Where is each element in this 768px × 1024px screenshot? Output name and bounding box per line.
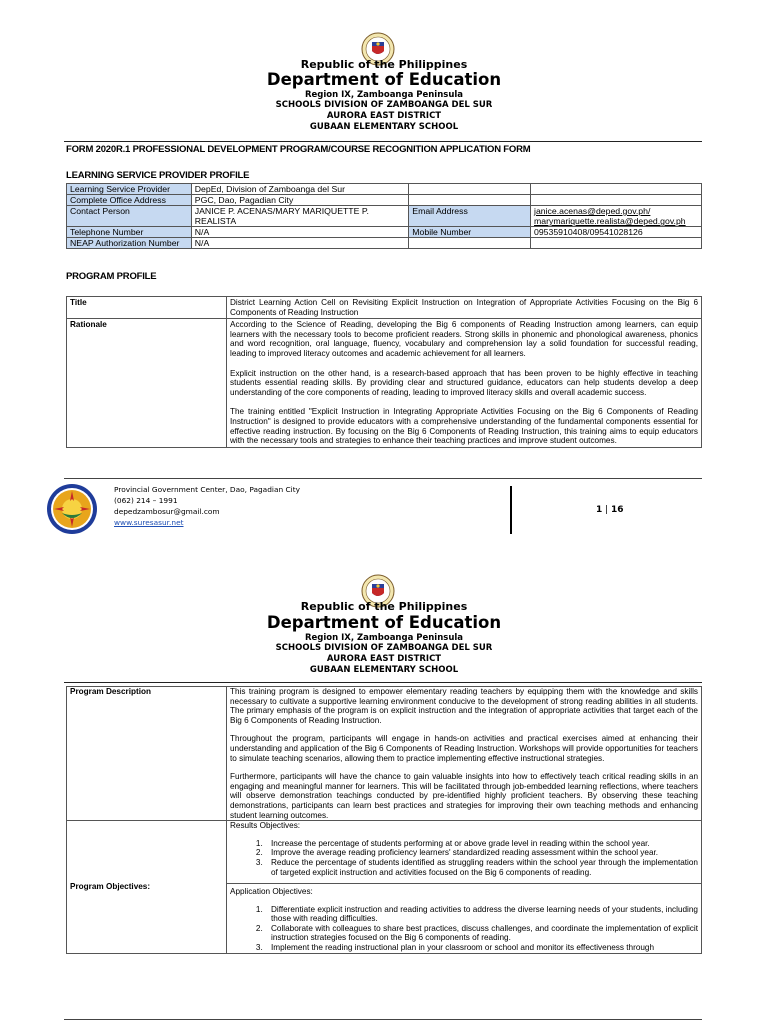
footer-phone: (062) 214 – 1991	[114, 496, 178, 505]
page-number	[596, 505, 624, 515]
table-row	[67, 238, 702, 249]
header-rule	[64, 682, 702, 683]
list-item: 1. Differentiate explicit instruction and reading activities to address the diverse learning needs of your students, including those with reading difficulties.	[265, 905, 698, 924]
rationale-label: Rationale	[67, 319, 227, 448]
title-value: District Learning Action Cell on Revisiting Explicit Instruction on Integration of Appropriate Activities Focusing on the Big 6 Components of Reading Instruction	[227, 297, 702, 319]
results-objectives	[227, 821, 702, 884]
district-line: AURORA EAST DISTRICT	[326, 654, 442, 664]
description-paragraph-1: This training program is designed to empower elementary reading teachers by equipping them with the knowledge and skills necessary to cultivate a supportive learning environment conducive to the development of strong reading abilities in all students. The primary emphasis of the program is on explicit instruction and the integration of appropriate activities that target each of the Big 6 Components of Reading Instruction.	[230, 687, 698, 725]
description-paragraph-2: Throughout the program, participants will engage in hands-on activities and practical exercises aimed at enhancing their understanding and application of the Big 6 Components of Reading Instruction. Workshops will provide opportunities for teachers to simulate teaching scenarios, allowing them to practice implementing effective instructional strategies.	[230, 734, 698, 763]
service-provider-table	[66, 183, 702, 249]
page-separator: |	[602, 505, 612, 515]
header-rule	[64, 141, 702, 142]
results-heading: Results Objectives:	[230, 821, 301, 831]
footer-rule	[64, 478, 702, 479]
rationale-paragraph-1: According to the Science of Reading, developing the Big 6 components of Reading Instruction among learners, can equip learners with the necessary tools to become proficient readers. Strong skills in phonemic and phonological awareness, phonics and word recognition, oral language, fluency, vocabulary and comprehension lay a solid foundation for successful reading, leading to improved literacy outcomes and academic achievement for all learners.	[230, 320, 698, 358]
table-row	[67, 195, 702, 206]
neap-value: N/A	[191, 238, 409, 249]
application-list	[265, 905, 698, 953]
empty-cell	[531, 238, 702, 249]
phone-value: N/A	[191, 227, 409, 238]
footer-website-link[interactable]: www.suresasur.net	[114, 518, 184, 527]
address-value: PGC, Dao, Pagadian City	[191, 195, 409, 206]
rationale-value	[227, 319, 702, 448]
list-item: 3. Implement the reading instructional plan in your classroom or school and monitor its effectiveness through	[265, 943, 698, 953]
application-heading: Application Objectives:	[230, 887, 313, 897]
provider-value: DepEd, Division of Zamboanga del Sur	[191, 184, 409, 195]
table-row	[67, 821, 702, 884]
email-value	[531, 206, 702, 227]
list-item: 2. Improve the average reading proficiency learners' standardized reading assessment within the school year.	[265, 848, 698, 858]
division-line: SCHOOLS DIVISION OF ZAMBOANGA DEL SUR	[275, 643, 493, 653]
mobile-label: Mobile Number	[409, 227, 531, 238]
division-logo-icon	[46, 483, 98, 535]
page-current: 1	[596, 505, 603, 515]
objectives-label: Program Objectives:	[67, 821, 227, 954]
republic-heading: Republic of the Philippines	[300, 58, 468, 71]
provider-label: Learning Service Provider	[67, 184, 192, 195]
footer-divider	[510, 486, 512, 534]
table-row	[67, 227, 702, 238]
lsp-heading: LEARNING SERVICE PROVIDER PROFILE	[66, 170, 250, 181]
republic-heading: Republic of the Philippines	[300, 600, 468, 613]
region-line: Region IX, Zamboanga Peninsula	[304, 90, 464, 100]
footer-rule	[64, 1019, 702, 1020]
table-row	[67, 297, 702, 319]
contact-label: Contact Person	[67, 206, 192, 227]
title-label: Title	[67, 297, 227, 319]
empty-cell	[409, 238, 531, 249]
program-heading: PROGRAM PROFILE	[66, 271, 157, 282]
region-line: Region IX, Zamboanga Peninsula	[304, 633, 464, 643]
email-link-1[interactable]: janice.acenas@deped.gov.ph/	[534, 206, 651, 216]
footer-contact	[114, 484, 300, 528]
division-line: SCHOOLS DIVISION OF ZAMBOANGA DEL SUR	[275, 100, 493, 110]
neap-label: NEAP Authorization Number	[67, 238, 192, 249]
application-objectives	[227, 884, 702, 954]
empty-cell	[409, 184, 531, 195]
table-row	[67, 206, 702, 227]
district-line: AURORA EAST DISTRICT	[326, 111, 442, 121]
rationale-paragraph-2: Explicit instruction on the other hand, is a research-based approach that has been proven to be highly effective in teaching students essential reading skills. By providing clear and structured guidance, educators can help students develop a deep understanding of the core components of reading, leading to improved literacy skills and overall academic success.	[230, 368, 698, 397]
table-row	[67, 687, 702, 821]
form-title: FORM 2020R.1 PROFESSIONAL DEVELOPMENT PROGRAM/COURSE RECOGNITION APPLICATION FORM	[66, 144, 531, 155]
rationale-paragraph-3: The training entitled "Explicit Instruction in Integrating Appropriate Activities Focusing on the Big 6 Components of Reading Instruction" is designed to provide educators with a comprehensive understanding of the fundamental components essential for effective reading instruction. By focusing on the Big 6 Components of Reading Instruction, this training aims to equip educators with the necessary tools and strategies to enhance their teaching practices and improve student outcomes.	[230, 407, 698, 446]
description-label: Program Description	[67, 687, 227, 821]
footer-address: Provincial Government Center, Dao, Pagadian City	[114, 485, 301, 494]
empty-cell	[409, 195, 531, 206]
table-row	[67, 319, 702, 448]
description-value	[227, 687, 702, 821]
table-row	[67, 184, 702, 195]
program-profile-table	[66, 296, 702, 448]
program-description-table	[66, 686, 702, 954]
email-label: Email Address	[409, 206, 531, 227]
department-heading: Department of Education	[266, 613, 502, 632]
list-item: 3. Reduce the percentage of students identified as struggling readers within the school year through the implementation of targeted explicit instruction and activities focused on the Big 6 components of reading.	[265, 858, 698, 877]
mobile-value: 09535910408/09541028126	[531, 227, 702, 238]
department-heading: Department of Education	[266, 70, 502, 89]
list-item: 2. Collaborate with colleagues to share best practices, discuss challenges, and coordinate the implementation of explicit instruction strategies focused on the Big 6 components of reading.	[265, 924, 698, 943]
empty-cell	[531, 184, 702, 195]
school-line: GUBAAN ELEMENTARY SCHOOL	[309, 122, 459, 132]
address-label: Complete Office Address	[67, 195, 192, 206]
contact-value: JANICE P. ACENAS/MARY MARIQUETTE P. REALISTA	[191, 206, 409, 227]
footer-email: depedzambosur@gmail.com	[114, 507, 220, 516]
email-link-2[interactable]: marymariquette.realista@deped.gov.ph	[534, 216, 686, 226]
results-list	[265, 839, 698, 877]
school-line: GUBAAN ELEMENTARY SCHOOL	[309, 665, 459, 675]
empty-cell	[531, 195, 702, 206]
page-total: 16	[611, 505, 624, 515]
description-paragraph-3: Furthermore, participants will have the chance to gain valuable insights into how to effectively teach critical reading skills in an engaging and meaningful manner for learners. This will be facilitated through job-embedded learning reflections, where teachers will observe demonstration teachings conducted by pre-identified highly proficient teachers. By observing these teaching demonstrations, participants can learn best practices and strategies for improving their own teaching methods and enhancing student learning outcomes.	[230, 772, 698, 820]
list-item: 1. Increase the percentage of students performing at or above grade level in reading within the school year.	[265, 839, 698, 849]
phone-label: Telephone Number	[67, 227, 192, 238]
